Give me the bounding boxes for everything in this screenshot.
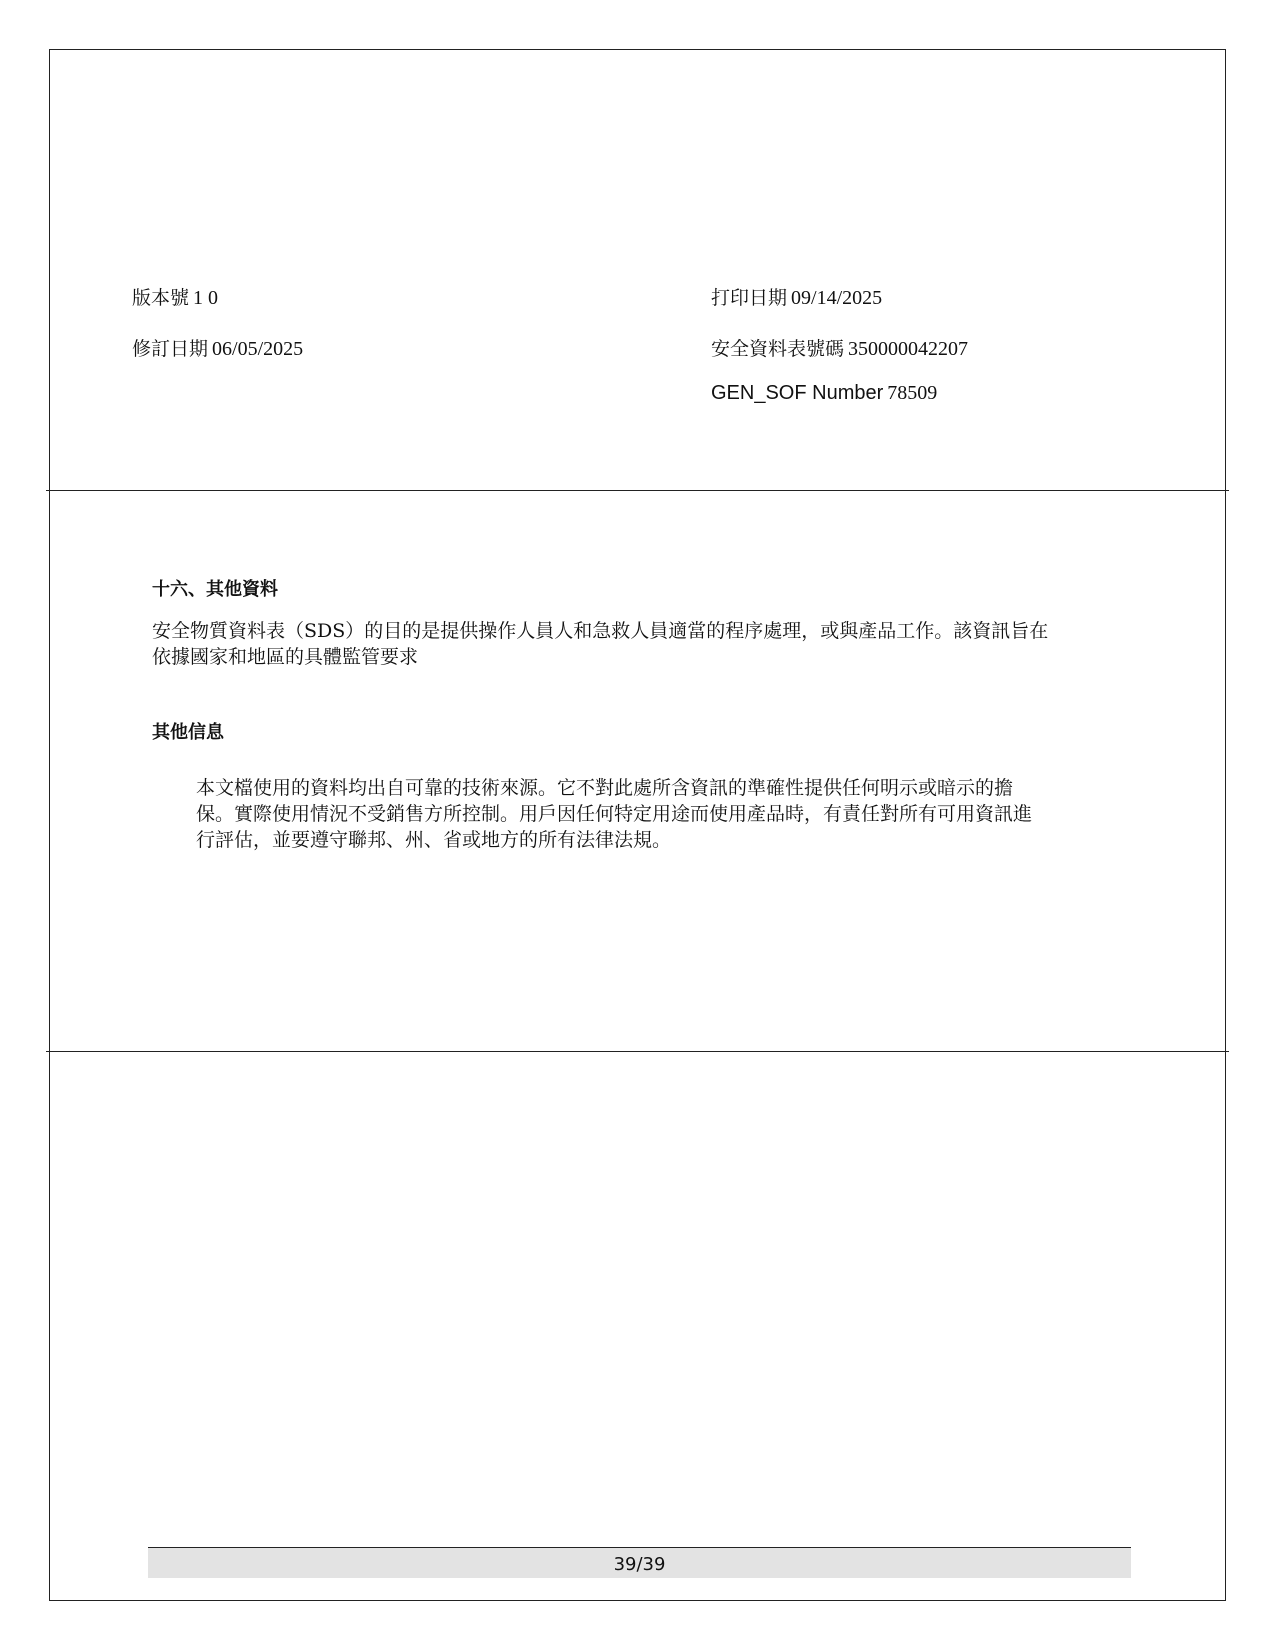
print-date-label: 打印日期 xyxy=(711,287,788,309)
print-date-field xyxy=(711,288,882,308)
section-16-line: 安全物質資料表（SDS）的目的是提供操作人員人和急救人員適當的程序處理，或與產品工作。該資訊旨在 xyxy=(152,620,1049,642)
other-info-line: 行評估，並要遵守聯邦、州、省或地方的所有法律法規。 xyxy=(196,829,672,851)
gen-sof-field xyxy=(711,383,937,403)
sds-number-label: 安全資料表號碼 xyxy=(711,338,845,360)
print-date-value: 09/14/2025 xyxy=(791,287,883,309)
version-label: 版本號 xyxy=(132,287,190,309)
version-field xyxy=(132,288,218,308)
gen-sof-value: 78509 xyxy=(887,382,938,404)
sds-number-value: 350000042207 xyxy=(848,338,969,360)
section-16-text xyxy=(152,618,1132,670)
footer-bar xyxy=(148,1547,1131,1578)
other-info-text xyxy=(196,775,1126,853)
body-divider xyxy=(46,1051,1229,1052)
section-16-heading: 十六、其他資料 xyxy=(152,579,278,600)
section-16-line: 依據國家和地區的具體監管要求 xyxy=(152,646,419,668)
sds-number-field xyxy=(711,339,968,359)
other-info-line: 保。實際使用情況不受銷售方所控制。用戶因任何特定用途而使用產品時，有責任對所有可用資訊進 xyxy=(196,803,1033,825)
other-info-line: 本文檔使用的資料均出自可靠的技術來源。它不對此處所含資訊的準確性提供任何明示或暗示的擔 xyxy=(196,777,1014,799)
header-divider xyxy=(46,490,1229,491)
version-value: 1 0 xyxy=(193,287,219,309)
other-info-heading: 其他信息 xyxy=(152,722,224,743)
gen-sof-label: GEN_SOF Number xyxy=(711,382,884,404)
page-number: 39/39 xyxy=(613,1554,666,1575)
revision-date-value: 06/05/2025 xyxy=(212,338,304,360)
revision-date-label: 修訂日期 xyxy=(132,338,209,360)
revision-date-field xyxy=(132,339,303,359)
